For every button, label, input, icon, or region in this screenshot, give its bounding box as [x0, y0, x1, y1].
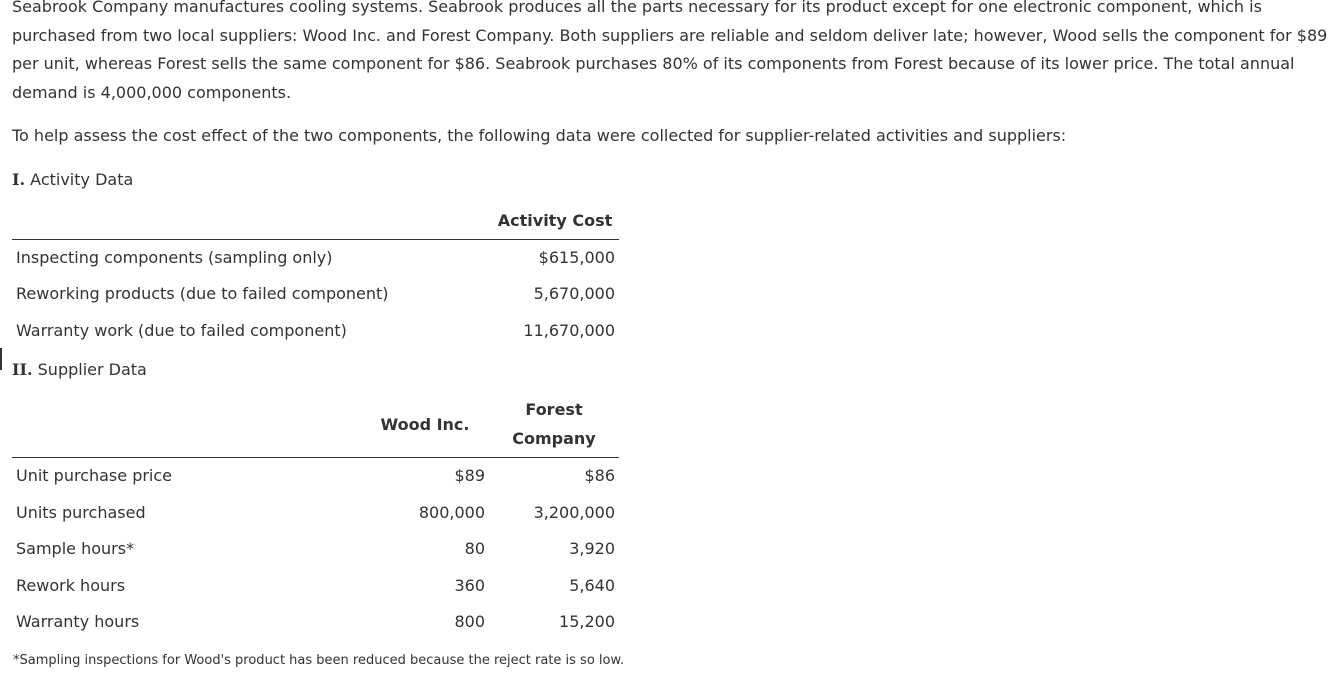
wood-value: 360: [454, 576, 485, 595]
forest-value: 3,920: [569, 539, 615, 558]
supplier-row-label: Sample hours*: [16, 539, 135, 558]
wood-value: 800,000: [418, 503, 485, 522]
activity-cost-header: Activity Cost: [497, 211, 613, 230]
activity-section-heading: [12, 168, 133, 192]
activity-row-value: $615,000: [538, 248, 615, 267]
wood-value: $89: [454, 466, 485, 485]
forest-value: 15,200: [559, 612, 615, 631]
lead-sentence: To help assess the cost effect of the two components, the following data were collected for supplier-related activities and suppliers:: [12, 126, 1067, 145]
supplier-header-rule: [12, 457, 619, 458]
wood-column-header: Wood Inc.: [380, 415, 470, 434]
activity-header-rule: [12, 239, 619, 240]
activity-row-value: 5,670,000: [533, 284, 615, 303]
forest-column-header-line2: Company: [512, 429, 596, 448]
supplier-row-label: Warranty hours: [16, 612, 140, 631]
supplier-row-label: Rework hours: [16, 576, 126, 595]
supplier-row-label: Unit purchase price: [16, 466, 173, 485]
forest-value: 5,640: [569, 576, 615, 595]
forest-value: 3,200,000: [533, 503, 615, 522]
intro-paragraph: Seabrook Company manufactures cooling systems. Seabrook produces all the parts necessary for its product except for one electronic component, which is purchased from two local suppliers: Wood Inc. and Forest Company. Both suppliers are reliable and seldom deliver late; however, Wood sells the component for $89 per unit, whereas Forest sells the same component for $86. Seabrook purchases 80% of its components from Forest because of its lower price. The total annual demand is 4,000,000 components.: [12, 0, 1328, 102]
wood-value: 800: [454, 612, 485, 631]
activity-title: Activity Data: [30, 170, 134, 189]
activity-row-label: Reworking products (due to failed component): [16, 284, 389, 303]
supplier-numeral: II.: [12, 360, 33, 379]
forest-value: $86: [584, 466, 615, 485]
supplier-row-label: Units purchased: [16, 503, 146, 522]
activity-row-label: Inspecting components (sampling only): [16, 248, 333, 267]
footnote: *Sampling inspections for Wood's product has been reduced because the reject rate is so low.: [13, 653, 625, 668]
activity-numeral: I.: [12, 170, 26, 189]
wood-value: 80: [464, 539, 485, 558]
supplier-title: Supplier Data: [37, 360, 147, 379]
activity-row-label: Warranty work (due to failed component): [16, 321, 347, 340]
margin-mark: [0, 348, 2, 370]
activity-row-value: 11,670,000: [523, 321, 615, 340]
supplier-section-heading: [12, 358, 147, 382]
forest-column-header-line1: Forest: [525, 400, 583, 419]
